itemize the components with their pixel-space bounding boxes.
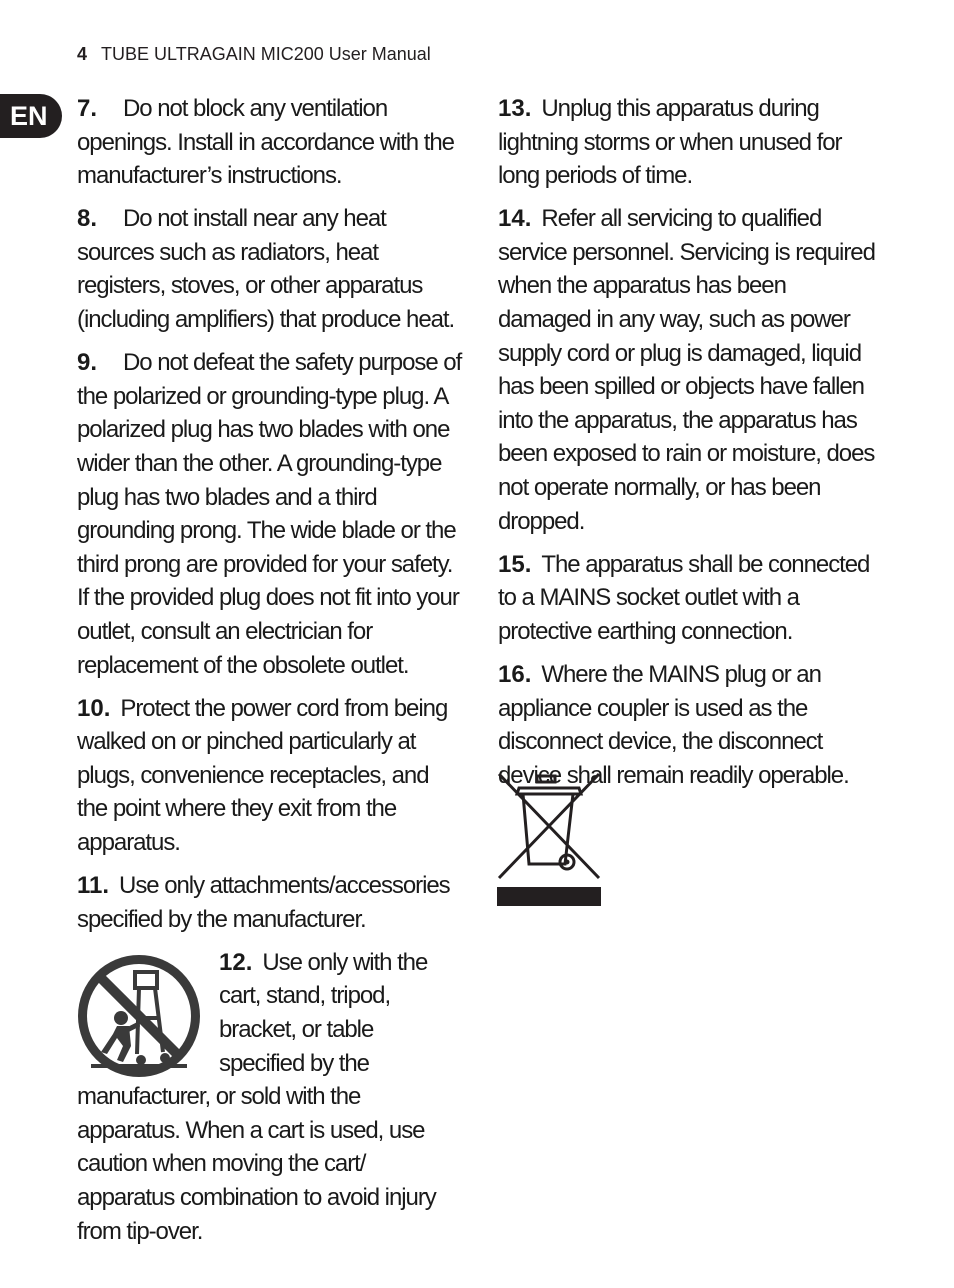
item-text: The apparatus shall be connected to a MAINS socket outlet with a protective earthing connection. xyxy=(498,550,870,645)
item-number: 10. xyxy=(77,694,111,722)
crossed-out-wheelie-bin-icon xyxy=(497,772,601,906)
item-number: 7. xyxy=(77,95,98,122)
item-8 xyxy=(77,202,462,336)
item-15 xyxy=(498,548,883,649)
item-text: Use only attachments/accessories specified by the manufacturer. xyxy=(77,872,450,933)
item-text: Do not block any ventilation openings. Install in accordance with the manufacturer’s instructions. xyxy=(77,95,454,190)
right-column xyxy=(498,92,883,802)
item-7 xyxy=(77,92,462,193)
cart-tip-over-warning-icon xyxy=(77,954,201,1078)
item-12 xyxy=(77,946,462,1248)
page-number: 4 xyxy=(77,44,88,64)
item-text: Do not defeat the safety purpose of the polarized or grounding-type plug. A polarized plug has two blades with one wider than the other. A grounding-type plug has two blades and a third grounding prong. The wide blade or the third prong are provided for your safety. If the provided plug does not fit into your outlet, consult an electrician for replacement of the obsolete outlet. xyxy=(77,349,462,679)
manual-title: TUBE ULTRAGAIN MIC200 User Manual xyxy=(101,44,431,64)
item-number: 11. xyxy=(77,872,110,900)
item-number: 14. xyxy=(498,205,532,233)
page-header xyxy=(77,44,431,65)
left-column xyxy=(77,92,462,1258)
item-10 xyxy=(77,692,462,860)
item-number: 13. xyxy=(498,95,532,122)
item-number: 15. xyxy=(498,550,532,578)
item-13 xyxy=(498,92,883,193)
item-number: 8. xyxy=(77,205,98,233)
item-text: Unplug this apparatus during lightning storms or when unused for long periods of time. xyxy=(498,95,842,190)
item-text: Refer all servicing to qualified service personnel. Servicing is required when the apparatus has been damaged in any way, such as power supply cord or plug is damaged, liquid has been spilled or objects have fallen into the apparatus, the apparatus has been exposed to rain or moisture, does not operate normally, or has been dropped. xyxy=(498,205,875,535)
language-tab: EN xyxy=(0,94,62,138)
item-11 xyxy=(77,869,462,936)
item-number: 16. xyxy=(498,661,532,688)
item-number: 12. xyxy=(219,948,253,976)
item-text: Use only with the cart, stand, tripod, bracket, or table specified by the manufacturer, or sold with the apparatus. When a cart is used, use caution when moving the cart/ apparatus combination to avoid injury from tip-over. xyxy=(77,948,436,1245)
item-9 xyxy=(77,346,462,682)
item-number: 9. xyxy=(77,349,98,377)
item-text: Where the MAINS plug or an appliance coupler is used as the disconnect device, the disconnect device shall remain readily operable. xyxy=(498,661,849,789)
item-14 xyxy=(498,202,883,538)
item-text: Do not install near any heat sources such as radiators, heat registers, stoves, or other apparatus (including amplifiers) that produce heat. xyxy=(77,205,455,334)
item-text: Protect the power cord from being walked on or pinched particularly at plugs, convenience receptacles, and the point where they exit from the apparatus. xyxy=(77,694,448,856)
